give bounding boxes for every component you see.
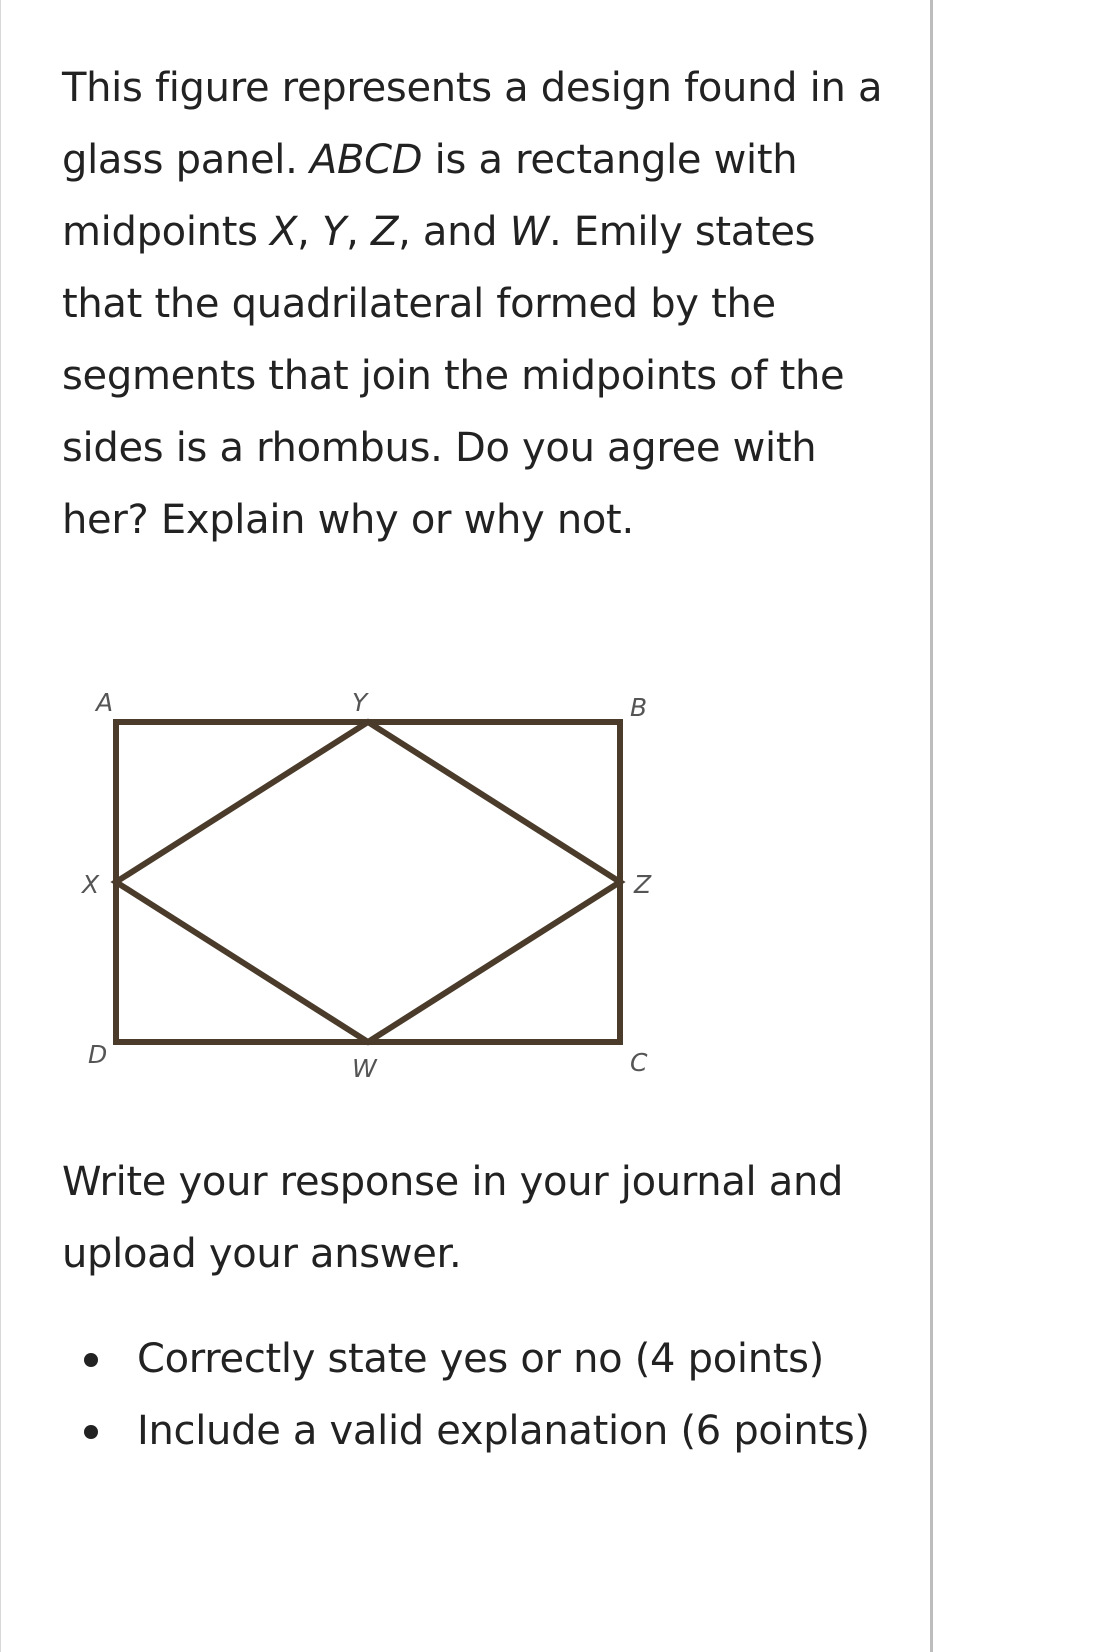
rectangle-name: ABCD	[309, 137, 423, 183]
left-border	[0, 0, 1, 1652]
label-b: B	[630, 693, 648, 722]
midpoint-z: Z	[370, 209, 399, 255]
label-c: C	[630, 1048, 648, 1077]
label-w: W	[352, 1054, 377, 1083]
question-mid: is a rectangle with midpoints	[62, 137, 798, 255]
midpoint-x: X	[270, 209, 298, 255]
label-x: X	[82, 870, 100, 899]
label-z: Z	[634, 870, 652, 899]
separator: , and	[398, 209, 510, 255]
list-item	[62, 1395, 902, 1467]
criteria-list	[62, 1323, 902, 1467]
panel-divider	[930, 0, 933, 1652]
separator: ,	[297, 209, 322, 255]
rectangle-figure	[62, 672, 702, 1092]
question-intro: This figure represents a design found in a glass panel.	[62, 65, 883, 183]
bullet-icon	[84, 1353, 98, 1367]
label-y: Y	[352, 688, 368, 717]
question-rest: . Emily states that the quadrilateral formed by the segments that join the midpoints of the sides is a rhombus. Do you agree with her? Explain why or why not.	[62, 209, 845, 543]
question-text	[62, 52, 902, 556]
midpoint-y: Y	[322, 209, 347, 255]
list-item	[62, 1323, 902, 1395]
figure-svg	[62, 672, 702, 1092]
instruction-text: Write your response in your journal and upload your answer.	[62, 1159, 844, 1277]
rhombus-xyzw	[116, 722, 620, 1042]
separator: ,	[346, 209, 371, 255]
question-content	[62, 52, 902, 556]
criteria-text: Correctly state yes or no (4 points)	[137, 1336, 824, 1382]
label-d: D	[88, 1040, 108, 1069]
rectangle-abcd	[116, 722, 620, 1042]
bullet-icon	[84, 1425, 98, 1439]
criteria-text: Include a valid explanation (6 points)	[137, 1408, 870, 1454]
label-a: A	[96, 688, 114, 717]
midpoint-w: W	[509, 209, 549, 255]
